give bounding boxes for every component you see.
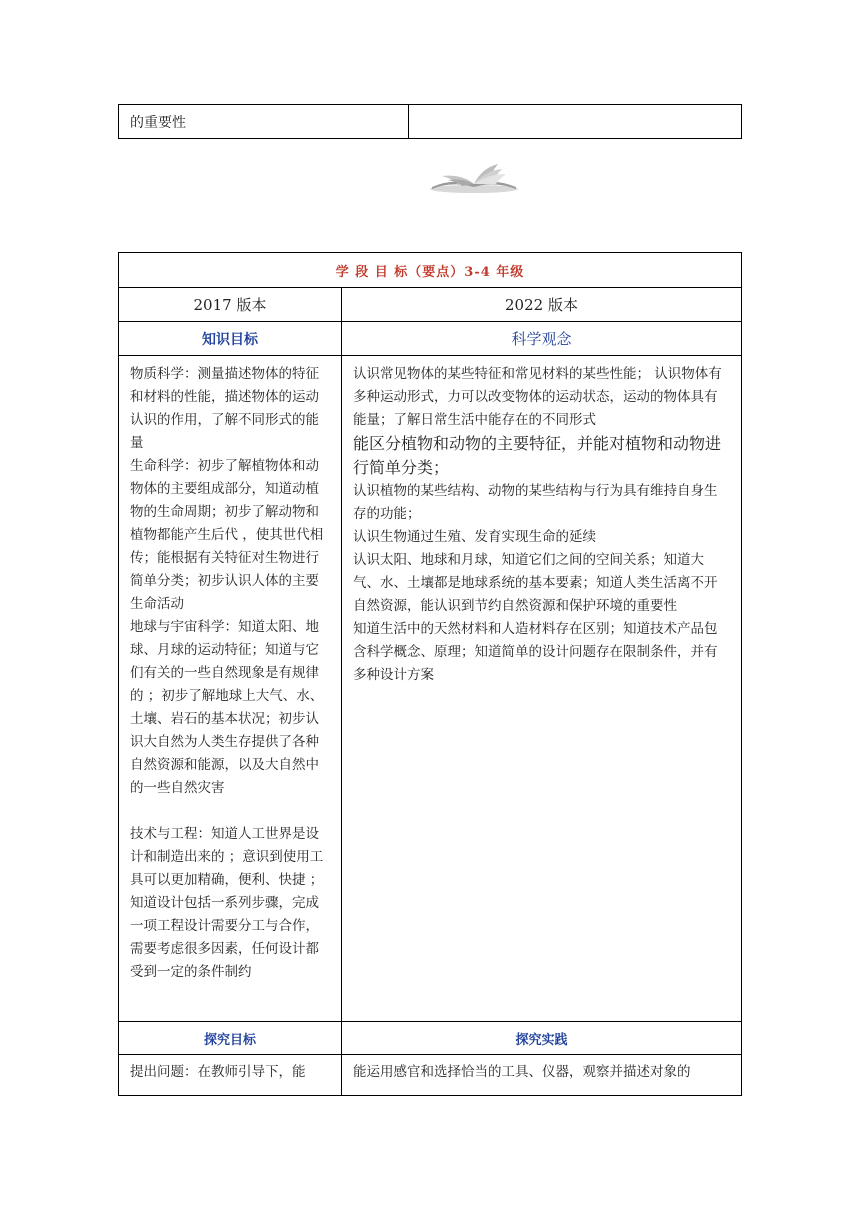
knowledge-goals-cell <box>119 356 342 1022</box>
knowledge-goals-header: 知识目标 <box>119 322 342 356</box>
inquiry-goals-header: 探究目标 <box>119 1022 342 1055</box>
physical-science-text: 物质科学：测量描述物体的特征和材料的性能，描述物体的运动认识的作用，了解不同形式的能量 <box>130 366 319 451</box>
table-row <box>119 1022 742 1055</box>
science-concepts-header: 科学观念 <box>342 322 742 356</box>
table-row <box>119 288 742 322</box>
concept-paragraph: 知道生活中的天然材料和人造材料存在区别；知道技术产品包含科学概念、原理；知道简单的设计问题存在限制条件，并有多种设计方案 <box>353 621 718 683</box>
top-table <box>118 104 742 139</box>
concept-paragraph: 认识常见物体的某些特征和常见材料的某些性能； 认识物体有多种运动形式，力可以改变物体的运动状态，运动的物体具有能量；了解日常生活中能存在的不同形式 <box>353 366 722 428</box>
concept-paragraph: 认识太阳、地球和月球，知道它们之间的空间关系；知道大气、水、土壤都是地球系统的基本要素；知道人类生活离不开自然资源，能认识到节约自然资源和保护环境的重要性 <box>353 552 718 614</box>
concept-paragraph: 认识生物通过生殖、发育实现生命的延续 <box>353 529 596 545</box>
earth-space-science-text: 地球与宇宙科学：知道太阳、地球、月球的运动特征；知道与它们有关的一些自然现象是有规律的 ；初步了解地球上大气、水、土壤、岩石的基本状况；初步认识大自然为人类生存提供了各种 自然资源和能源，以及大自然中的一些自然灾害 <box>130 619 324 796</box>
science-concepts-cell <box>342 356 742 1022</box>
table-row <box>119 105 742 139</box>
table-row <box>119 356 742 1022</box>
open-book-icon <box>428 160 520 196</box>
table-row <box>119 322 742 356</box>
inquiry-practice-cell: 能运用感官和选择恰当的工具、仪器，观察并描述对象的 <box>342 1055 742 1096</box>
top-right-cell <box>409 105 742 139</box>
goals-table <box>118 252 742 1096</box>
table-row <box>119 253 742 288</box>
concept-paragraph: 能区分植物和动物的主要特征，并能对植物和动物进行简单分类； <box>353 434 722 477</box>
version-2022-header: 2022 版本 <box>342 288 742 322</box>
technology-engineering-text: 技术与工程：知道人工世界是设计和制造出来的 ；意识到使用工具可以更加精确，便利、快捷 ；知道设计包括一系列步骤，完成一项工程设计需要分工与合作，需要考虑很多因素，任何设计都 受到一定的条件制约 <box>130 826 324 980</box>
table-title: 学 段 目 标（要点）3-4 年级 <box>119 253 742 288</box>
concept-paragraph: 认识植物的某些结构、动物的某些结构与行为具有维持自身生存的功能； <box>353 483 718 522</box>
table-row <box>119 1055 742 1096</box>
inquiry-goals-cell: 提出问题：在教师引导下，能 <box>119 1055 342 1096</box>
inquiry-practice-header: 探究实践 <box>342 1022 742 1055</box>
life-science-text: 生命科学：初步了解植物体和动物体的主要组成部分，知道动植物的生命周期；初步了解动物和植物都能产生后代 ，使其世代相传；能根据有关特征对生物进行简单分类；初步认识人体的主要 生命活动 <box>130 458 324 612</box>
version-2017-header: 2017 版本 <box>119 288 342 322</box>
top-left-cell: 的重要性 <box>119 105 409 139</box>
